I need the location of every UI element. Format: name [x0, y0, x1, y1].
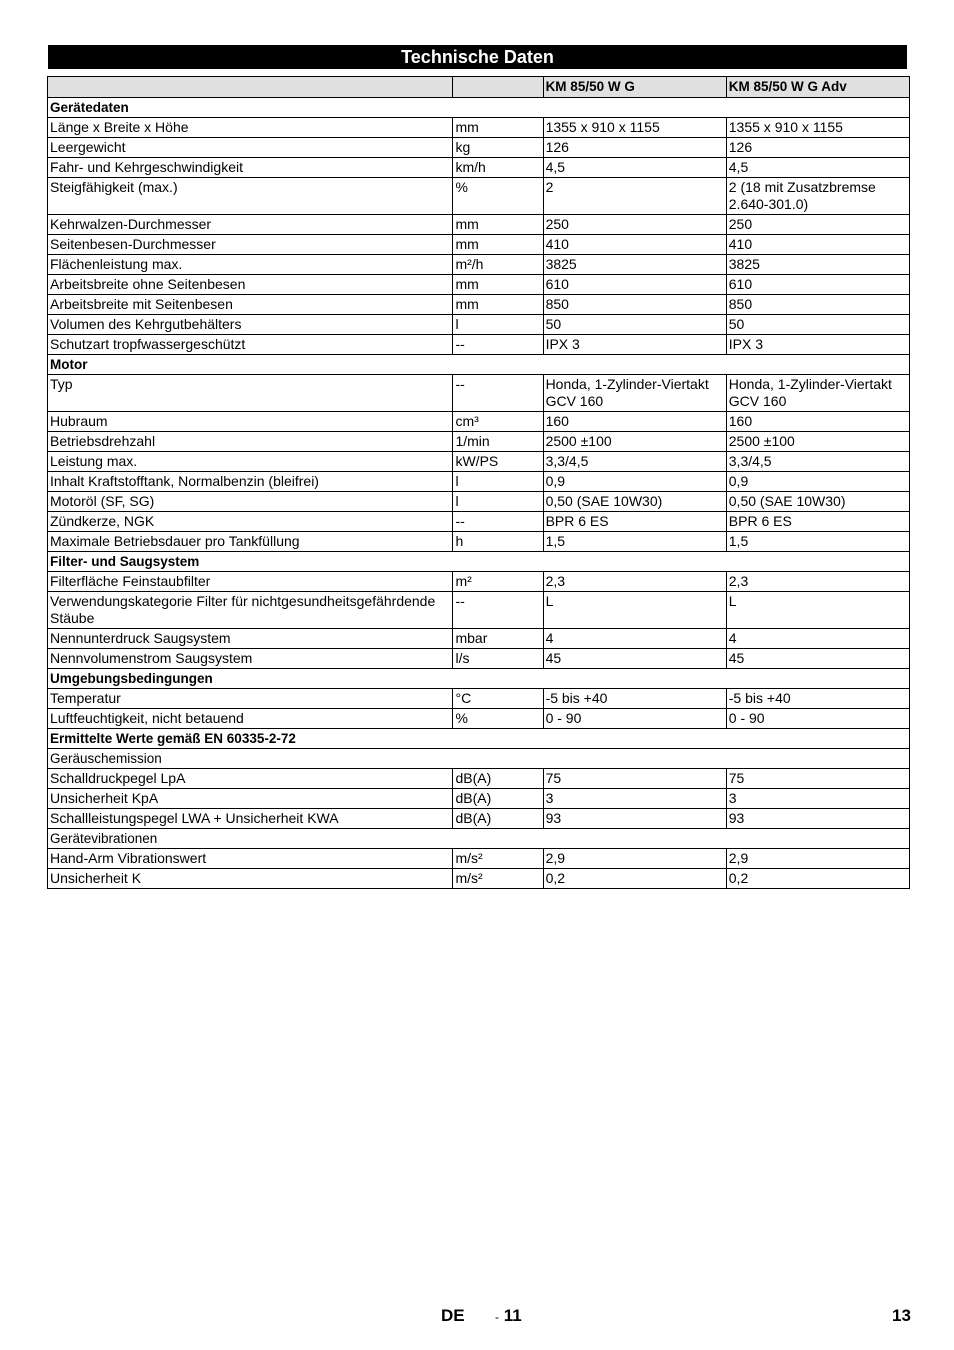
spec-unit: h	[453, 532, 543, 552]
spec-value-model-1: 4,5	[543, 158, 726, 178]
spec-value-model-1: 2500 ±100	[543, 432, 726, 452]
spec-label: Flächenleistung max.	[48, 255, 453, 275]
spec-label: Maximale Betriebsdauer pro Tankfüllung	[48, 532, 453, 552]
spec-value-model-2: 50	[726, 315, 909, 335]
header-cell	[453, 77, 543, 98]
spec-value-model-2: 250	[726, 215, 909, 235]
spec-value-model-2: 3,3/4,5	[726, 452, 909, 472]
spec-value-model-1: 1,5	[543, 532, 726, 552]
header-cell-model-1: KM 85/50 W G	[543, 77, 726, 98]
spec-label: Arbeitsbreite ohne Seitenbesen	[48, 275, 453, 295]
spec-unit: --	[453, 512, 543, 532]
spec-value-model-2: 4	[726, 629, 909, 649]
spec-value-model-2: 2 (18 mit Zusatzbremse 2.640-301.0)	[726, 178, 909, 215]
footer-dash: -	[495, 1310, 499, 1324]
spec-value-model-2: 0,50 (SAE 10W30)	[726, 492, 909, 512]
spec-value-model-1: 0,2	[543, 869, 726, 889]
footer-language: DE	[441, 1306, 465, 1325]
spec-value-model-1: 0 - 90	[543, 709, 726, 729]
spec-label: Schutzart tropfwassergeschützt	[48, 335, 453, 355]
spec-value-model-1: 2,9	[543, 849, 726, 869]
table-row	[48, 255, 910, 275]
spec-value-model-1: 75	[543, 769, 726, 789]
spec-label: Volumen des Kehrgutbehälters	[48, 315, 453, 335]
spec-unit: mm	[453, 118, 543, 138]
spec-label: Temperatur	[48, 689, 453, 709]
spec-unit: mm	[453, 275, 543, 295]
spec-label: Zündkerze, NGK	[48, 512, 453, 532]
table-row	[48, 689, 910, 709]
header-cell-model-2: KM 85/50 W G Adv	[726, 77, 909, 98]
spec-value-model-2: 410	[726, 235, 909, 255]
spec-unit: mbar	[453, 629, 543, 649]
table-row	[48, 138, 910, 158]
spec-label: Nennvolumenstrom Saugsystem	[48, 649, 453, 669]
spec-label: Leistung max.	[48, 452, 453, 472]
spec-unit: l/s	[453, 649, 543, 669]
table-row	[48, 512, 910, 532]
section-header-row	[48, 552, 910, 572]
spec-value-model-1: 1355 x 910 x 1155	[543, 118, 726, 138]
spec-unit: kW/PS	[453, 452, 543, 472]
table-row	[48, 452, 910, 472]
spec-label: Verwendungskategorie Filter für nichtgesundheitsgefährdende Stäube	[48, 592, 453, 629]
spec-label: Motoröl (SF, SG)	[48, 492, 453, 512]
spec-value-model-2: L	[726, 592, 909, 629]
spec-unit: %	[453, 709, 543, 729]
spec-label: Schalldruckpegel LpA	[48, 769, 453, 789]
spec-unit: m/s²	[453, 849, 543, 869]
spec-unit: l	[453, 472, 543, 492]
spec-value-model-2: 610	[726, 275, 909, 295]
spec-value-model-2: 126	[726, 138, 909, 158]
spec-label: Arbeitsbreite mit Seitenbesen	[48, 295, 453, 315]
spec-value-model-2: 0,2	[726, 869, 909, 889]
spec-label: Seitenbesen-Durchmesser	[48, 235, 453, 255]
table-row	[48, 709, 910, 729]
subsection-label: Geräuschemission	[48, 749, 910, 769]
spec-value-model-2: 850	[726, 295, 909, 315]
spec-label: Inhalt Kraftstofftank, Normalbenzin (bleifrei)	[48, 472, 453, 492]
spec-value-model-1: L	[543, 592, 726, 629]
spec-unit: m²/h	[453, 255, 543, 275]
spec-unit: kg	[453, 138, 543, 158]
spec-unit: dB(A)	[453, 809, 543, 829]
header-cell	[48, 77, 453, 98]
spec-value-model-1: 850	[543, 295, 726, 315]
table-row	[48, 215, 910, 235]
spec-value-model-1: 50	[543, 315, 726, 335]
section-label: Gerätedaten	[48, 98, 910, 118]
spec-label: Steigfähigkeit (max.)	[48, 178, 453, 215]
spec-unit: m/s²	[453, 869, 543, 889]
spec-label: Filterfläche Feinstaubfilter	[48, 572, 453, 592]
spec-label: Leergewicht	[48, 138, 453, 158]
section-header-row	[48, 98, 910, 118]
spec-value-model-1: 610	[543, 275, 726, 295]
spec-value-model-1: 2	[543, 178, 726, 215]
subsection-label: Gerätevibrationen	[48, 829, 910, 849]
table-row	[48, 769, 910, 789]
spec-table	[47, 76, 910, 889]
spec-unit: mm	[453, 215, 543, 235]
table-row	[48, 592, 910, 629]
subsection-row	[48, 829, 910, 849]
table-row	[48, 412, 910, 432]
spec-label: Schallleistungspegel LWA + Unsicherheit KWA	[48, 809, 453, 829]
table-row	[48, 275, 910, 295]
table-row	[48, 809, 910, 829]
spec-label: Fahr- und Kehrgeschwindigkeit	[48, 158, 453, 178]
spec-unit: l	[453, 315, 543, 335]
spec-value-model-2: 2500 ±100	[726, 432, 909, 452]
spec-value-model-1: -5 bis +40	[543, 689, 726, 709]
spec-value-model-2: Honda, 1-Zylinder-Viertakt GCV 160	[726, 375, 909, 412]
spec-value-model-1: 3825	[543, 255, 726, 275]
spec-label: Länge x Breite x Höhe	[48, 118, 453, 138]
table-row	[48, 849, 910, 869]
spec-value-model-1: 4	[543, 629, 726, 649]
spec-value-model-2: 75	[726, 769, 909, 789]
spec-value-model-1: 3	[543, 789, 726, 809]
spec-value-model-2: 160	[726, 412, 909, 432]
table-row	[48, 532, 910, 552]
spec-value-model-2: BPR 6 ES	[726, 512, 909, 532]
table-row	[48, 118, 910, 138]
spec-value-model-2: 2,3	[726, 572, 909, 592]
spec-unit: l	[453, 492, 543, 512]
spec-table-body	[48, 98, 910, 889]
spec-label: Nennunterdruck Saugsystem	[48, 629, 453, 649]
spec-value-model-2: 45	[726, 649, 909, 669]
table-row	[48, 492, 910, 512]
spec-value-model-1: 3,3/4,5	[543, 452, 726, 472]
spec-label: Kehrwalzen-Durchmesser	[48, 215, 453, 235]
spec-value-model-1: 0,50 (SAE 10W30)	[543, 492, 726, 512]
spec-label: Luftfeuchtigkeit, nicht betauend	[48, 709, 453, 729]
spec-value-model-2: 3825	[726, 255, 909, 275]
section-label: Ermittelte Werte gemäß EN 60335-2-72	[48, 729, 910, 749]
table-row	[48, 295, 910, 315]
footer-section-page-number: 11	[503, 1306, 522, 1325]
spec-label: Hubraum	[48, 412, 453, 432]
table-row	[48, 158, 910, 178]
table-row	[48, 432, 910, 452]
spec-value-model-2: IPX 3	[726, 335, 909, 355]
spec-unit: --	[453, 592, 543, 629]
spec-value-model-2: 4,5	[726, 158, 909, 178]
table-row	[48, 375, 910, 412]
spec-value-model-2: 1,5	[726, 532, 909, 552]
spec-unit: --	[453, 335, 543, 355]
spec-label: Hand-Arm Vibrationswert	[48, 849, 453, 869]
spec-value-model-1: BPR 6 ES	[543, 512, 726, 532]
section-header-row	[48, 669, 910, 689]
section-header-row	[48, 729, 910, 749]
spec-unit: °C	[453, 689, 543, 709]
spec-value-model-1: 0,9	[543, 472, 726, 492]
spec-label: Unsicherheit K	[48, 869, 453, 889]
table-row	[48, 315, 910, 335]
spec-label: Betriebsdrehzahl	[48, 432, 453, 452]
table-row	[48, 789, 910, 809]
spec-value-model-1: Honda, 1-Zylinder-Viertakt GCV 160	[543, 375, 726, 412]
spec-unit: mm	[453, 295, 543, 315]
spec-value-model-1: IPX 3	[543, 335, 726, 355]
table-row	[48, 235, 910, 255]
spec-value-model-1: 410	[543, 235, 726, 255]
spec-value-model-2: 2,9	[726, 849, 909, 869]
spec-unit: cm³	[453, 412, 543, 432]
spec-unit: --	[453, 375, 543, 412]
table-row	[48, 869, 910, 889]
spec-label: Unsicherheit KpA	[48, 789, 453, 809]
table-row	[48, 335, 910, 355]
section-label: Motor	[48, 355, 910, 375]
page-title: Technische Daten	[48, 45, 907, 69]
spec-value-model-2: 0,9	[726, 472, 909, 492]
section-header-row	[48, 355, 910, 375]
table-header-row	[48, 77, 910, 98]
footer-section-page	[495, 1306, 522, 1326]
spec-unit: 1/min	[453, 432, 543, 452]
footer-page-number: 13	[892, 1306, 911, 1325]
spec-value-model-1: 160	[543, 412, 726, 432]
table-row	[48, 178, 910, 215]
spec-value-model-2: 3	[726, 789, 909, 809]
spec-value-model-1: 45	[543, 649, 726, 669]
spec-label: Typ	[48, 375, 453, 412]
spec-unit: %	[453, 178, 543, 215]
spec-value-model-2: 93	[726, 809, 909, 829]
spec-value-model-1: 250	[543, 215, 726, 235]
spec-value-model-1: 126	[543, 138, 726, 158]
section-label: Filter- und Saugsystem	[48, 552, 910, 572]
spec-value-model-1: 2,3	[543, 572, 726, 592]
table-row	[48, 572, 910, 592]
spec-value-model-2: 1355 x 910 x 1155	[726, 118, 909, 138]
table-row	[48, 649, 910, 669]
spec-unit: dB(A)	[453, 769, 543, 789]
subsection-row	[48, 749, 910, 769]
spec-unit: dB(A)	[453, 789, 543, 809]
spec-unit: km/h	[453, 158, 543, 178]
table-row	[48, 472, 910, 492]
table-row	[48, 629, 910, 649]
spec-value-model-2: -5 bis +40	[726, 689, 909, 709]
spec-unit: mm	[453, 235, 543, 255]
section-label: Umgebungsbedingungen	[48, 669, 910, 689]
spec-value-model-2: 0 - 90	[726, 709, 909, 729]
spec-unit: m²	[453, 572, 543, 592]
spec-value-model-1: 93	[543, 809, 726, 829]
